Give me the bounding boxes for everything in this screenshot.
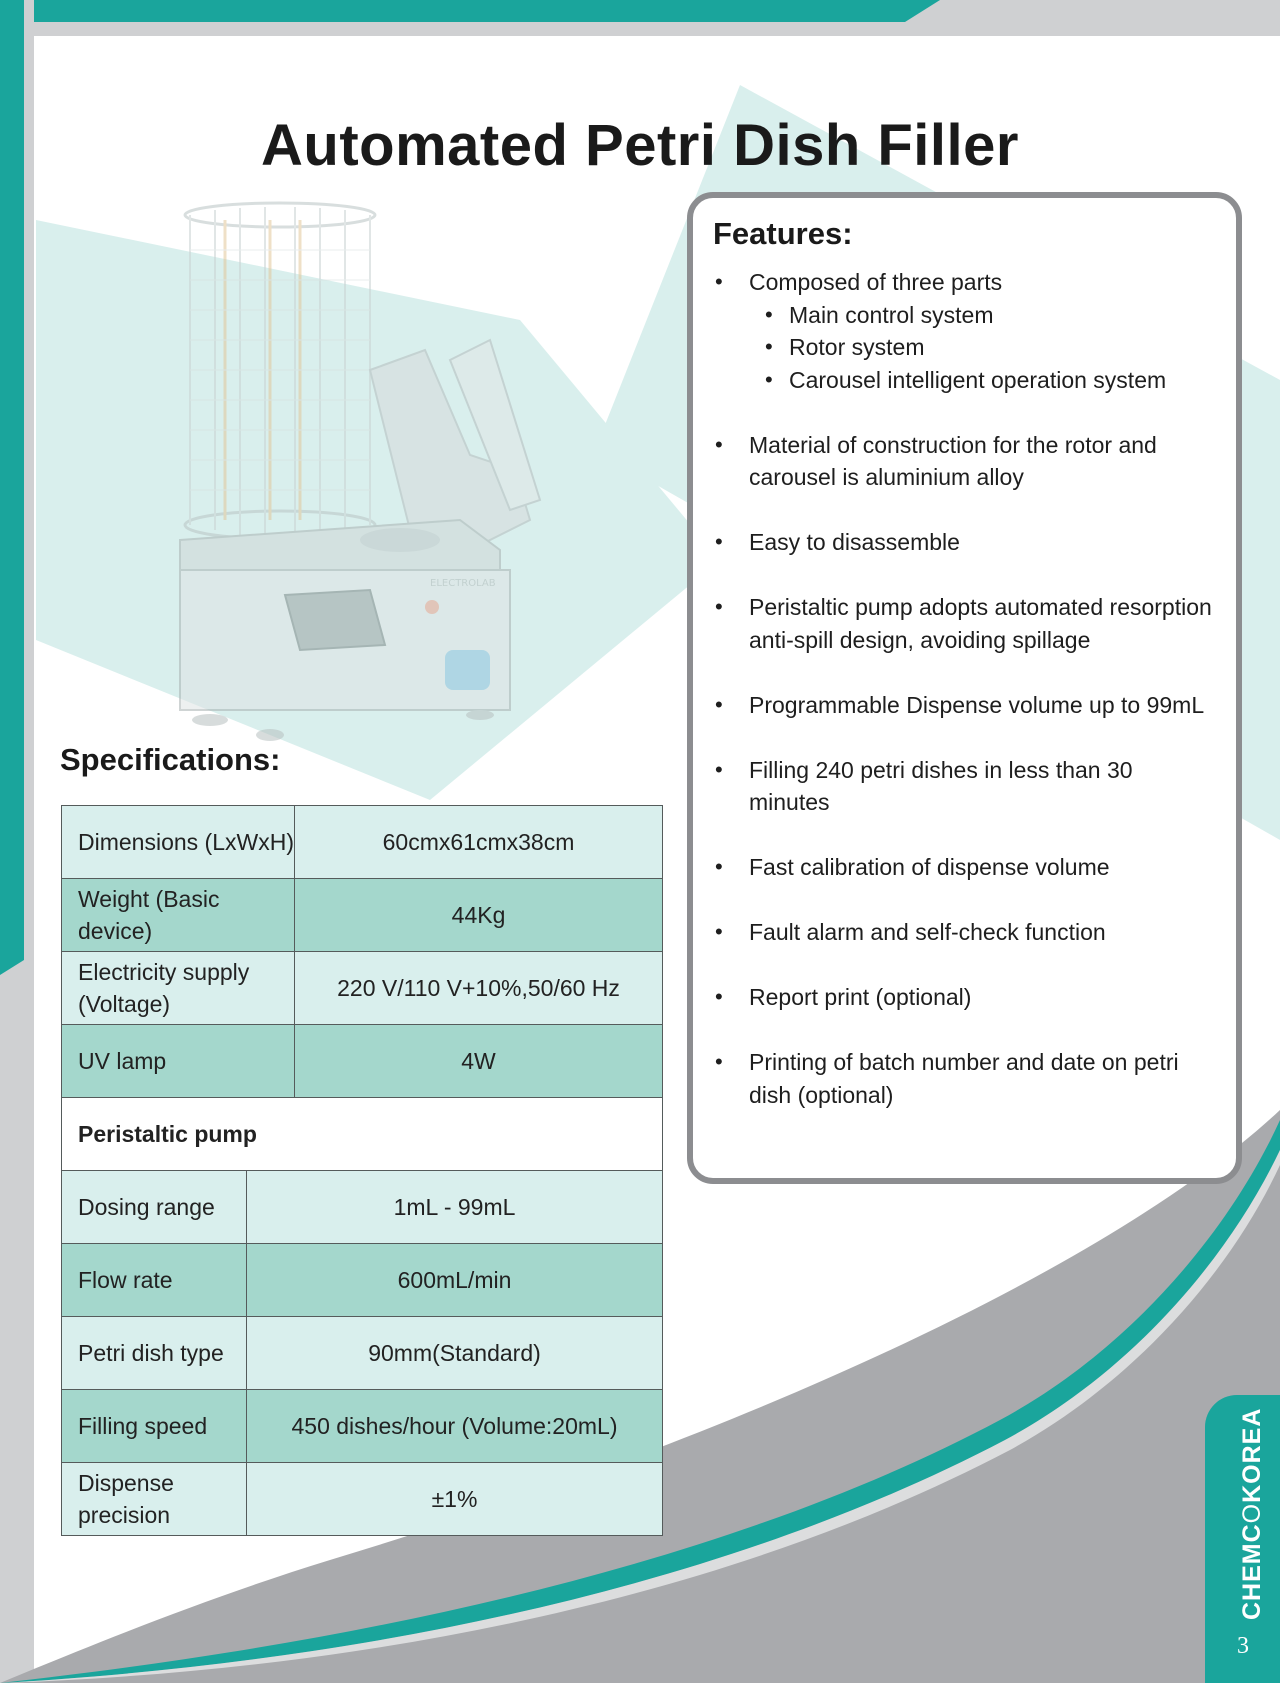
spec-value: 44Kg [295, 879, 663, 952]
spec-label: Petri dish type [62, 1317, 247, 1390]
feature-text: Composed of three parts [749, 269, 1003, 295]
table-row [62, 806, 663, 879]
table-row [62, 952, 663, 1025]
spec-value: 4W [295, 1025, 663, 1098]
feature-subitem: • Rotor system [765, 331, 1214, 364]
table-row [62, 1390, 663, 1463]
feature-item: • Printing of batch number and date on petri dish (optional) [713, 1046, 1214, 1111]
specifications-heading: Specifications: [60, 742, 281, 777]
brand-part: O [1238, 1502, 1266, 1524]
feature-subitem: • Main control system [765, 299, 1214, 332]
feature-subitem: • Carousel intelligent operation system [765, 364, 1214, 397]
spec-value: 220 V/110 V+10%,50/60 Hz [295, 952, 663, 1025]
table-row [62, 1317, 663, 1390]
features-panel [687, 192, 1242, 1184]
spec-value: 60cmx61cmx38cm [295, 806, 663, 879]
spec-value: 90mm(Standard) [247, 1317, 663, 1390]
spec-value: 600mL/min [247, 1244, 663, 1317]
spec-label: Weight (Basic device) [62, 879, 295, 952]
feature-item: • Programmable Dispense volume up to 99mL [713, 689, 1214, 722]
brand-part: CHEMC [1238, 1523, 1266, 1620]
brand-part: KOREA [1238, 1407, 1266, 1503]
specifications-table [61, 805, 663, 1536]
pump-section-heading: Peristaltic pump [62, 1098, 663, 1171]
feature-item: • Report print (optional) [713, 981, 1214, 1014]
brand-logo [1238, 1408, 1267, 1620]
table-row [62, 1244, 663, 1317]
petri-dish-filler-image [170, 200, 590, 750]
feature-item: • Material of construction for the rotor and carousel is aluminium alloy [713, 429, 1214, 494]
feature-item: • Fast calibration of dispense volume [713, 851, 1214, 884]
features-list [713, 266, 1214, 1111]
feature-item [713, 266, 1214, 396]
feature-item: • Peristaltic pump adopts automated resorption anti-spill design, avoiding spillage [713, 591, 1214, 656]
feature-item: • Filling 240 petri dishes in less than 30 minutes [713, 754, 1214, 819]
spec-label: UV lamp [62, 1025, 295, 1098]
features-heading: Features: [713, 216, 853, 251]
page-title: Automated Petri Dish Filler [261, 113, 1019, 178]
table-row [62, 1171, 663, 1244]
spec-label: Dosing range [62, 1171, 247, 1244]
table-row [62, 879, 663, 952]
machine-brand-label: ELECTROLAB [430, 578, 496, 589]
spec-label: Flow rate [62, 1244, 247, 1317]
spec-label: Dispense precision [62, 1463, 247, 1536]
spec-label: Filling speed [62, 1390, 247, 1463]
table-section-row [62, 1098, 663, 1171]
spec-label: Dimensions (LxWxH) [62, 806, 295, 879]
spec-value: 450 dishes/hour (Volume:20mL) [247, 1390, 663, 1463]
spec-value: 1mL - 99mL [247, 1171, 663, 1244]
table-row [62, 1025, 663, 1098]
feature-item: • Fault alarm and self-check function [713, 916, 1214, 949]
feature-sublist [749, 299, 1214, 397]
spec-value: ±1% [247, 1463, 663, 1536]
table-row [62, 1463, 663, 1536]
feature-item: • Easy to disassemble [713, 526, 1214, 559]
spec-label: Electricity supply (Voltage) [62, 952, 295, 1025]
page-number: 3 [1237, 1633, 1249, 1659]
